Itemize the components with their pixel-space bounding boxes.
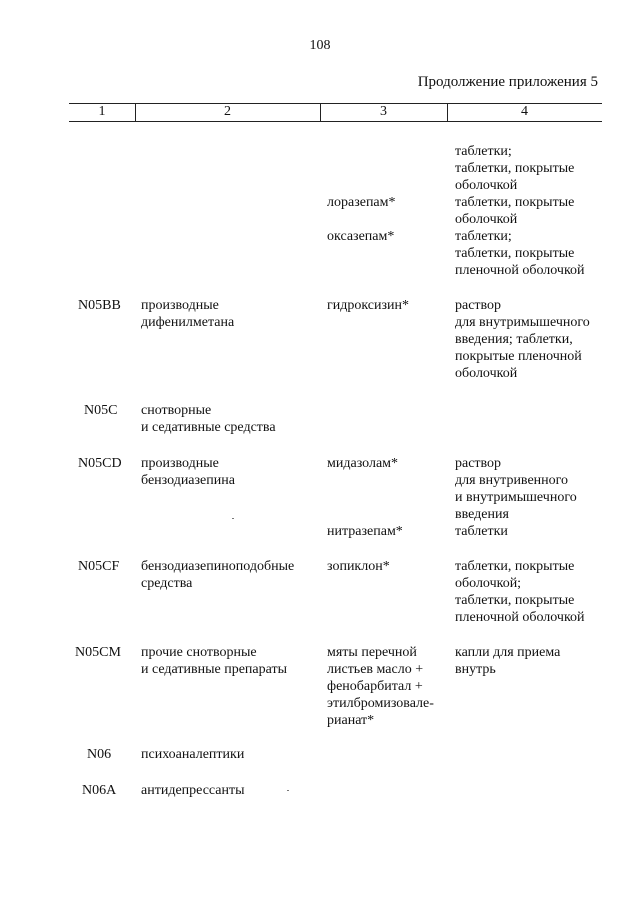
atc-code: N05CF [78,559,120,574]
drug-name: гидроксизин* [327,298,410,313]
drug-name: зопиклон* [327,559,390,574]
atc-code: N05C [84,403,118,418]
dosage-form: таблетки; таблетки, покрытые оболочкой [455,144,575,193]
atc-code: N05CM [75,645,121,660]
scan-speck [287,790,289,791]
dosage-form: таблетки; таблетки, покрытые пленочной оболочкой [455,229,585,278]
atc-code: N06A [82,783,117,798]
drug-name: лоразепам* [327,195,396,210]
group-name: прочие снотворные и седативные препараты [141,645,288,677]
group-name: антидепрессанты [141,783,245,798]
continuation-heading: Продолжение приложения 5 [417,74,598,90]
drug-name: мидазолам* [327,456,399,471]
drug-name: нитразепам* [327,524,403,539]
atc-code: N05BB [78,298,121,313]
header-bottom-rule [69,121,602,122]
header-cell-2: 2 [224,104,231,119]
page-number: 108 [309,38,331,53]
dosage-form: раствор для внутримышечного введения; таблетки, покрытые пленочной оболочкой [455,298,590,381]
dosage-form: таблетки, покрытые оболочкой; таблетки, покрытые пленочной оболочкой [455,559,585,625]
header-cell-1: 1 [98,104,106,119]
group-name: производные дифенилметана [141,298,235,330]
header-cell-3: 3 [380,104,387,119]
scan-speck [232,518,234,519]
dosage-form: капли для приема внутрь [455,645,561,677]
group-name: производные бензодиазепина [141,456,235,488]
header-cell-4: 4 [521,104,528,119]
dosage-form: таблетки, покрытые оболочкой [455,195,575,227]
atc-code: N06 [87,747,112,762]
group-name: психоаналептики [141,747,245,762]
drug-name: оксазепам* [327,229,395,244]
group-name: бензодиазепиноподобные средства [141,559,295,591]
group-name: снотворные и седативные средства [141,403,276,435]
dosage-form: таблетки [455,524,508,539]
dosage-form: раствор для внутривенного и внутримышечного введения [455,456,577,522]
atc-code: N05CD [78,456,122,471]
drug-name: мяты перечной листьев масло + фенобарбитал + этилбромизовале- рианат* [327,645,434,728]
